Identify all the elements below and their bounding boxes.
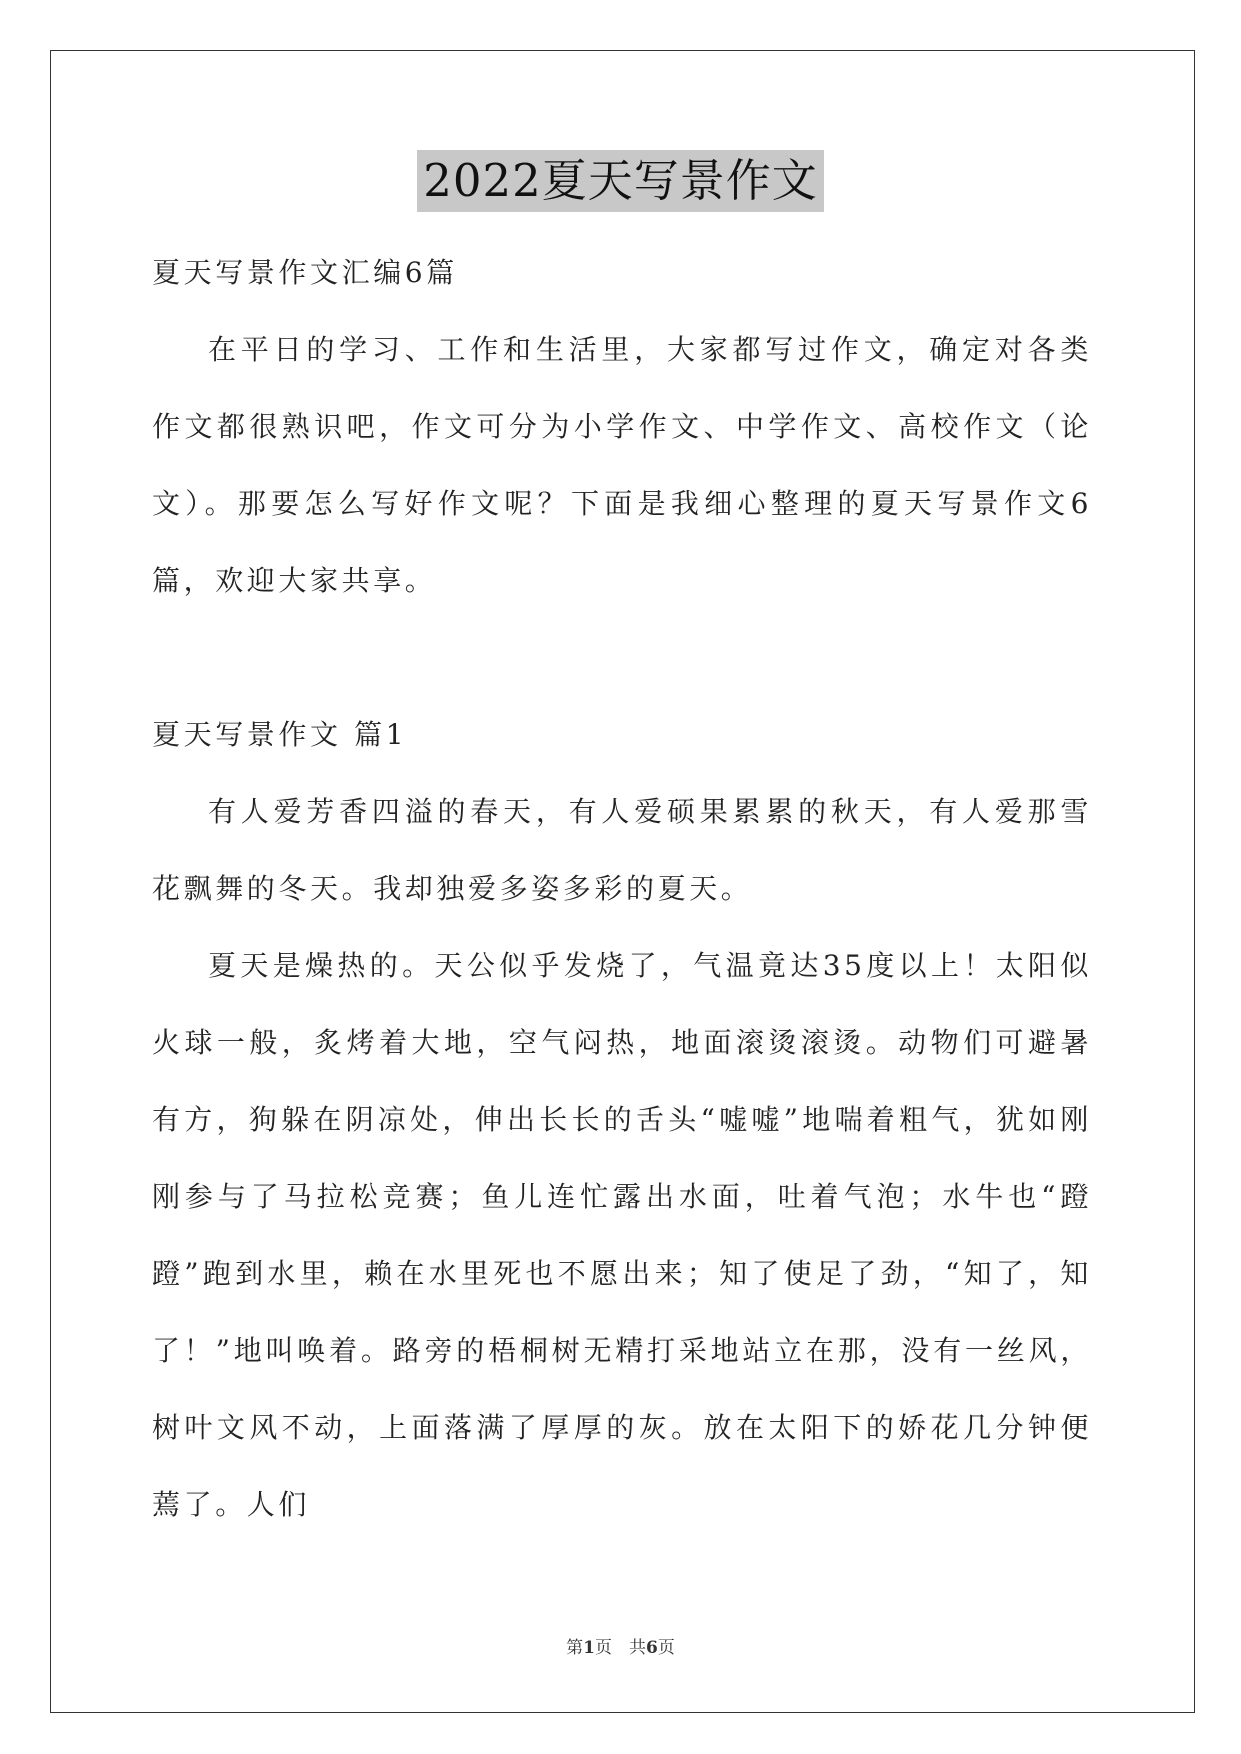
section-heading: 夏天写景作文 篇1 <box>152 718 408 751</box>
total-page-count: 6 <box>646 1638 658 1658</box>
footer-suffix: 页 <box>657 1638 675 1658</box>
current-page-number: 1 <box>583 1638 595 1658</box>
body-paragraph: 有人爱芳香四溢的春天，有人爱硕果累累的秋天，有人爱那雪花飘舞的冬天。我却独爱多姿多彩的夏天。 <box>152 795 1092 905</box>
footer-prefix: 第 <box>566 1638 584 1658</box>
document-title: 2022夏天写景作文 <box>417 150 824 212</box>
body-paragraph: 夏天是燥热的。天公似乎发烧了，气温竟达35度以上！太阳似火球一般，炙烤着大地，空气闷热，地面滚烫滚烫。动物们可避暑有方，狗躲在阴凉处，伸出长长的舌头“嘘嘘”地喘着粗气，犹如刚刚参与了马拉松竞赛；鱼儿连忙露出水面，吐着气泡；水牛也“蹬蹬”跑到水里，赖在水里死也不愿出来；知了使足了劲，“知了，知了！”地叫唤着。路旁的梧桐树无精打采地站立在那，没有一丝风，树叶文风不动，上面落满了厚厚的灰。放在太阳下的娇花几分钟便蔫了。人们 <box>152 949 1092 1521</box>
page-footer <box>0 1633 1241 1658</box>
section-spacer <box>152 619 1092 696</box>
title-container <box>0 150 1241 212</box>
footer-mid: 页 共 <box>595 1638 646 1658</box>
intro-paragraph: 在平日的学习、工作和生活里，大家都写过作文，确定对各类作文都很熟识吧，作文可分为小学作文、中学作文、高校作文（论文）。那要怎么写好作文呢？下面是我细心整理的夏天写景作文6篇，欢迎大家共享。 <box>152 333 1092 597</box>
collection-subtitle: 夏天写景作文汇编6篇 <box>152 256 458 289</box>
document-body <box>152 234 1092 1543</box>
